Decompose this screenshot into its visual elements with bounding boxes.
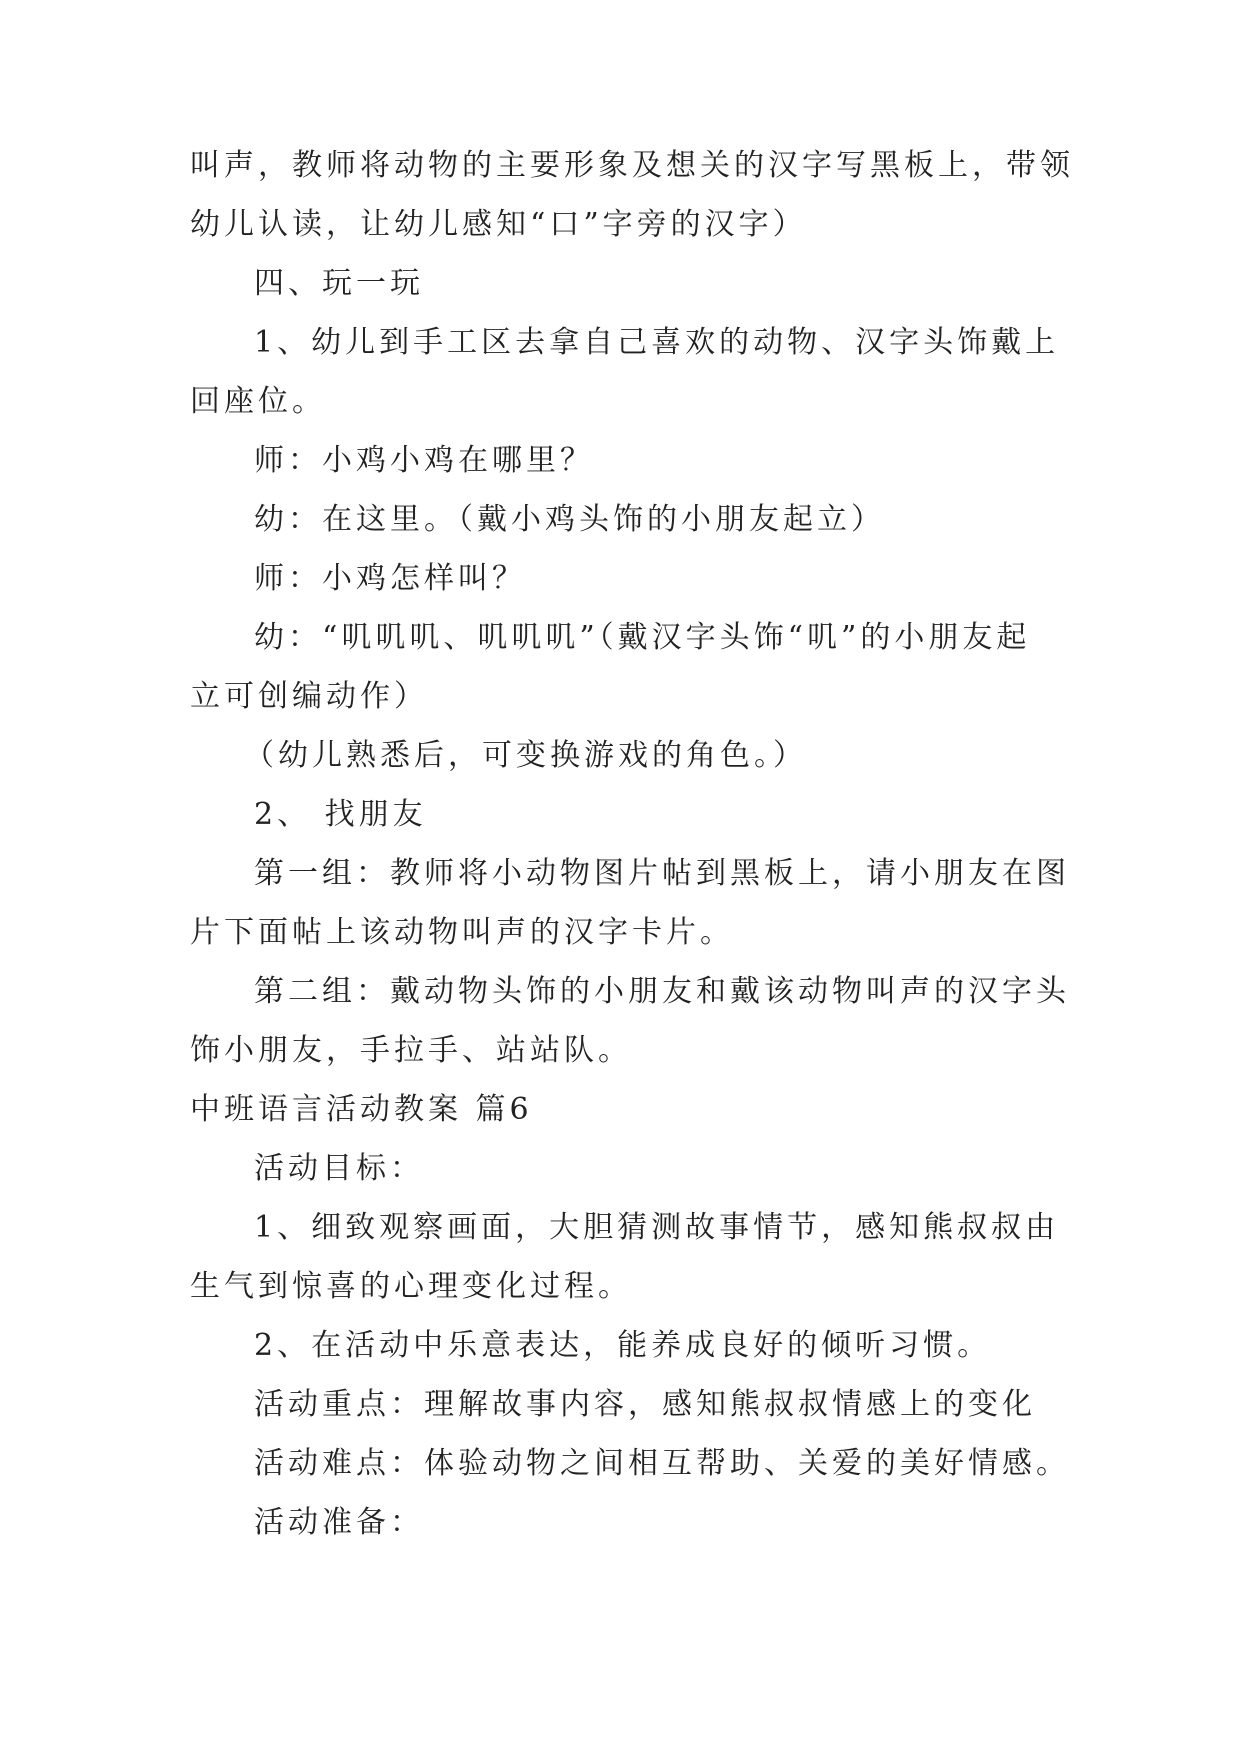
text-line: 活动重点：理解故事内容，感知熊叔叔情感上的变化 [254, 1387, 1036, 1422]
lesson-title: 中班语言活动教案 篇6 [190, 1092, 533, 1127]
subsection-heading: 2、 找朋友 [254, 797, 427, 832]
text-line: 立可创编动作） [190, 679, 428, 714]
section-heading: 活动准备： [254, 1505, 424, 1540]
dialogue-line: 幼：“叽叽叽、叽叽叽”（戴汉字头饰“叽”的小朋友起 [254, 620, 1031, 655]
text-line: 活动难点：体验动物之间相互帮助、关爱的美好情感。 [254, 1446, 1070, 1481]
text-line: 生气到惊喜的心理变化过程。 [190, 1269, 632, 1304]
text-line: 饰小朋友，手拉手、站站队。 [190, 1033, 632, 1068]
text-line: 回座位。 [190, 384, 326, 419]
text-line: 片下面帖上该动物叫声的汉字卡片。 [190, 915, 734, 950]
text-line: 第一组：教师将小动物图片帖到黑板上，请小朋友在图 [254, 856, 1070, 891]
text-line: 幼儿认读，让幼儿感知“口”字旁的汉字） [190, 207, 807, 242]
dialogue-line: 师：小鸡怎样叫？ [254, 561, 526, 596]
text-line: 2、在活动中乐意表达，能养成良好的倾听习惯。 [254, 1328, 992, 1363]
dialogue-line: 师：小鸡小鸡在哪里？ [254, 443, 594, 478]
text-line: 叫声，教师将动物的主要形象及想关的汉字写黑板上，带领 [190, 148, 1074, 183]
text-line: 第二组：戴动物头饰的小朋友和戴该动物叫声的汉字头 [254, 974, 1070, 1009]
text-line: 1、幼儿到手工区去拿自己喜欢的动物、汉字头饰戴上 [254, 325, 1060, 360]
text-line: 1、细致观察画面，大胆猜测故事情节，感知熊叔叔由 [254, 1210, 1060, 1245]
section-heading: 四、玩一玩 [254, 266, 424, 301]
section-heading: 活动目标： [254, 1151, 424, 1186]
note-line: （幼儿熟悉后，可变换游戏的角色。） [244, 738, 807, 773]
dialogue-line: 幼：在这里。（戴小鸡头饰的小朋友起立） [254, 502, 885, 537]
